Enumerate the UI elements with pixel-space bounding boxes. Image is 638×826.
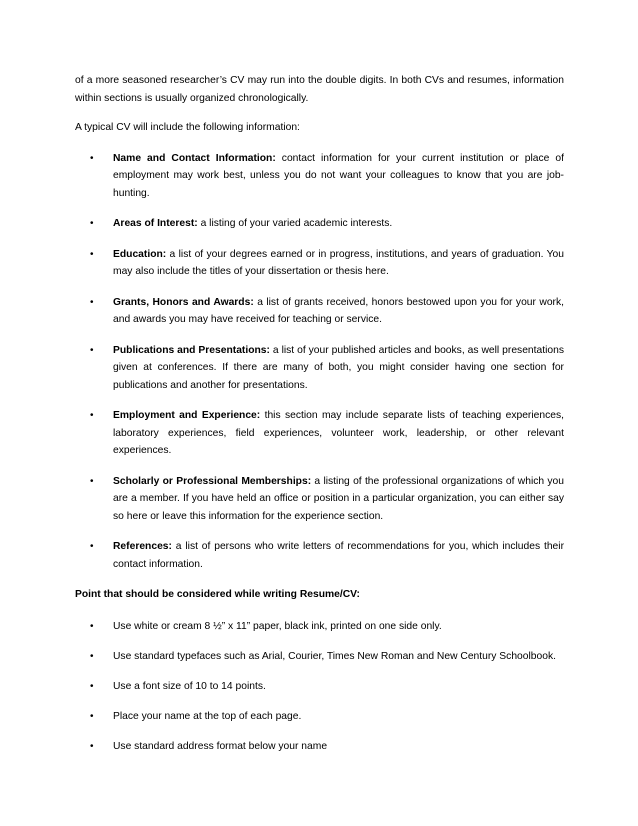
item-term: Education: [113,248,167,260]
list-item [75,150,564,203]
list-item [75,738,564,756]
list-item [75,473,564,526]
cv-list-lead: A typical CV will include the following information: [75,122,300,133]
points-heading: Point that should be considered while writing Resume/CV: [75,589,360,600]
item-term: Employment and Experience: [113,410,261,421]
item-text: a listing of the professional organizations of which you are a member. If you have held an office or position in a particular organization, you can either say so here or leave this information for the experience section. [113,475,564,522]
item-text: a list of persons who write letters of recommendations for you, which includes their contact information. [113,541,564,570]
point-text: Use white or cream 8 ½” x 11” paper, black ink, printed on one side only. [113,620,442,632]
bullet-icon: • [90,344,94,356]
bullet-icon: • [90,410,94,421]
cv-info-list [75,150,564,574]
bullet-icon: • [90,248,94,260]
bullet-icon: • [90,541,94,552]
list-item [75,294,564,329]
item-term: Grants, Honors and Awards: [113,296,254,308]
item-term: References: [113,541,172,552]
item-text: a list of grants received, honors bestowed upon you for your work, and awards you may have received for teaching or service. [113,296,564,325]
list-item [75,538,564,573]
item-term: Publications and Presentations: [113,344,270,356]
list-item [75,215,564,233]
bullet-icon: • [90,218,94,229]
point-text: Use standard typefaces such as Arial, Courier, Times New Roman and New Century Schoolbook. [113,650,556,662]
list-item [75,648,564,666]
item-term: Name and Contact Information: [113,152,276,164]
bullet-icon: • [90,475,94,487]
bullet-icon: • [90,296,94,308]
points-list [75,618,564,756]
item-term: Areas of Interest: [113,218,198,229]
point-text: Use standard address format below your name [113,740,328,752]
list-item [75,342,564,395]
bullet-icon: • [90,650,94,662]
item-text: this section may include separate lists of teaching experiences, laboratory experiences, field experiences, volunteer work, leadership, or other relevant experiences. [113,410,564,456]
item-text: contact information for your current institution or place of employment may work best, unless you do not want your colleagues to know that you are job-hunting. [113,152,564,199]
bullet-icon: • [90,710,94,722]
list-item [75,407,564,460]
item-text: a list of your degrees earned or in progress, institutions, and years of graduation. You may also include the titles of your dissertation or thesis here. [113,248,564,277]
intro-paragraph: of a more seasoned researcher’s CV may run into the double digits. In both CVs and resumes, information within sections is usually organized chronologically. [75,75,564,104]
bullet-icon: • [90,620,94,632]
list-item [75,246,564,281]
point-text: Use a font size of 10 to 14 points. [113,680,266,692]
bullet-icon: • [90,740,94,752]
item-text: a listing of your varied academic interests. [197,218,393,229]
list-item [75,708,564,726]
bullet-icon: • [90,152,94,164]
list-item [75,678,564,696]
list-item [75,618,564,636]
point-text: Place your name at the top of each page. [113,710,302,722]
item-term: Scholarly or Professional Memberships: [113,475,312,487]
bullet-icon: • [90,680,94,692]
item-text: a list of your published articles and books, as well presentations given at conferences. If there are many of both, you might consider having one section for publications and another for presentations. [113,344,564,391]
